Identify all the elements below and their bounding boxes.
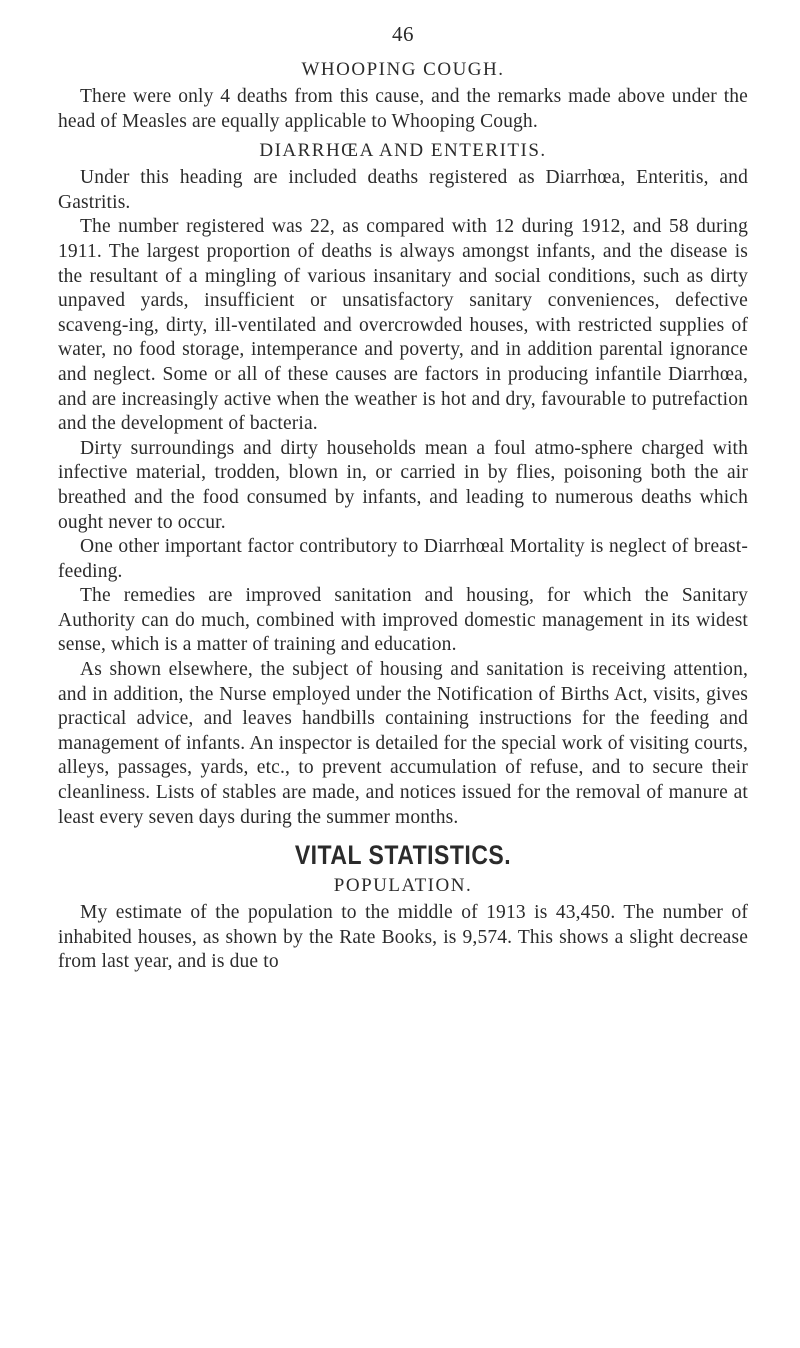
paragraph: My estimate of the population to the middle of 1913 is 43,450. The number of inhabited houses, as shown by the Rate Books, is 9,574. This shows a slight decrease from last year, and is due to [58,902,748,973]
paragraph: Under this heading are included deaths registered as Diarrhœa, Enteritis, and Gastritis. [58,167,748,213]
paragraph: One other important factor contributory to Diarrhœal Mortality is neglect of breast-feeding. [58,536,748,582]
paragraph: There were only 4 deaths from this cause, and the remarks made above under the head of Measles are equally applicable to Whooping Cough. [58,86,748,132]
document-page [58,22,748,975]
paragraph: Dirty surroundings and dirty households mean a foul atmo-sphere charged with infective material, trodden, blown in, or carried in by flies, poisoning both the air breathed and the food consumed by infants, and leading to numerous deaths which ought never to occur. [58,437,748,533]
paragraph: As shown elsewhere, the subject of housing and sanitation is receiving attention, and in addition, the Nurse employed under the Notification of Births Act, visits, gives practical advice, and leaves handbills containing instructions for the feeding and management of infants. An inspector is detailed for the special work of visiting courts, alleys, passages, yards, etc., to prevent accumulation of refuse, and to secure their cleanliness. Lists of stables are made, and notices issued for the removal of manure at least every seven days during the summer months. [58,659,748,828]
heading-whooping-cough: WHOOPING COUGH. [301,59,505,80]
paragraph: The remedies are improved sanitation and housing, for which the Sanitary Authority can do much, combined with improved domestic management in its widest sense, which is a matter of training and education. [58,585,748,656]
heading-vital-statistics: VITAL STATISTICS. [294,840,512,871]
section-diarrhoea-enteritis [58,140,748,830]
section-whooping-cough [58,59,748,134]
paragraph: The number registered was 22, as compared with 12 during 1912, and 58 during 1911. The largest proportion of deaths is always amongst infants, and the disease is the resultant of a mingling of various insanitary and social conditions, such as dirty unpaved yards, insufficient or unsatisfactory sanitary conveniences, defective scaveng-ing, dirty, ill-ventilated and overcrowded houses, with restricted supplies of water, no food storage, intemperance and poverty, and in addition parental ignorance and neglect. Some or all of these causes are factors in producing infantile Diarrhœa, and are increasingly active when the weather is hot and dry, favourable to putrefaction and the development of bacteria. [58,216,748,435]
page-number: 46 [392,22,414,46]
heading-diarrhoea-enteritis: DIARRHŒA AND ENTERITIS. [259,140,547,162]
section-vital-statistics [58,842,748,975]
heading-population: POPULATION. [333,875,473,897]
